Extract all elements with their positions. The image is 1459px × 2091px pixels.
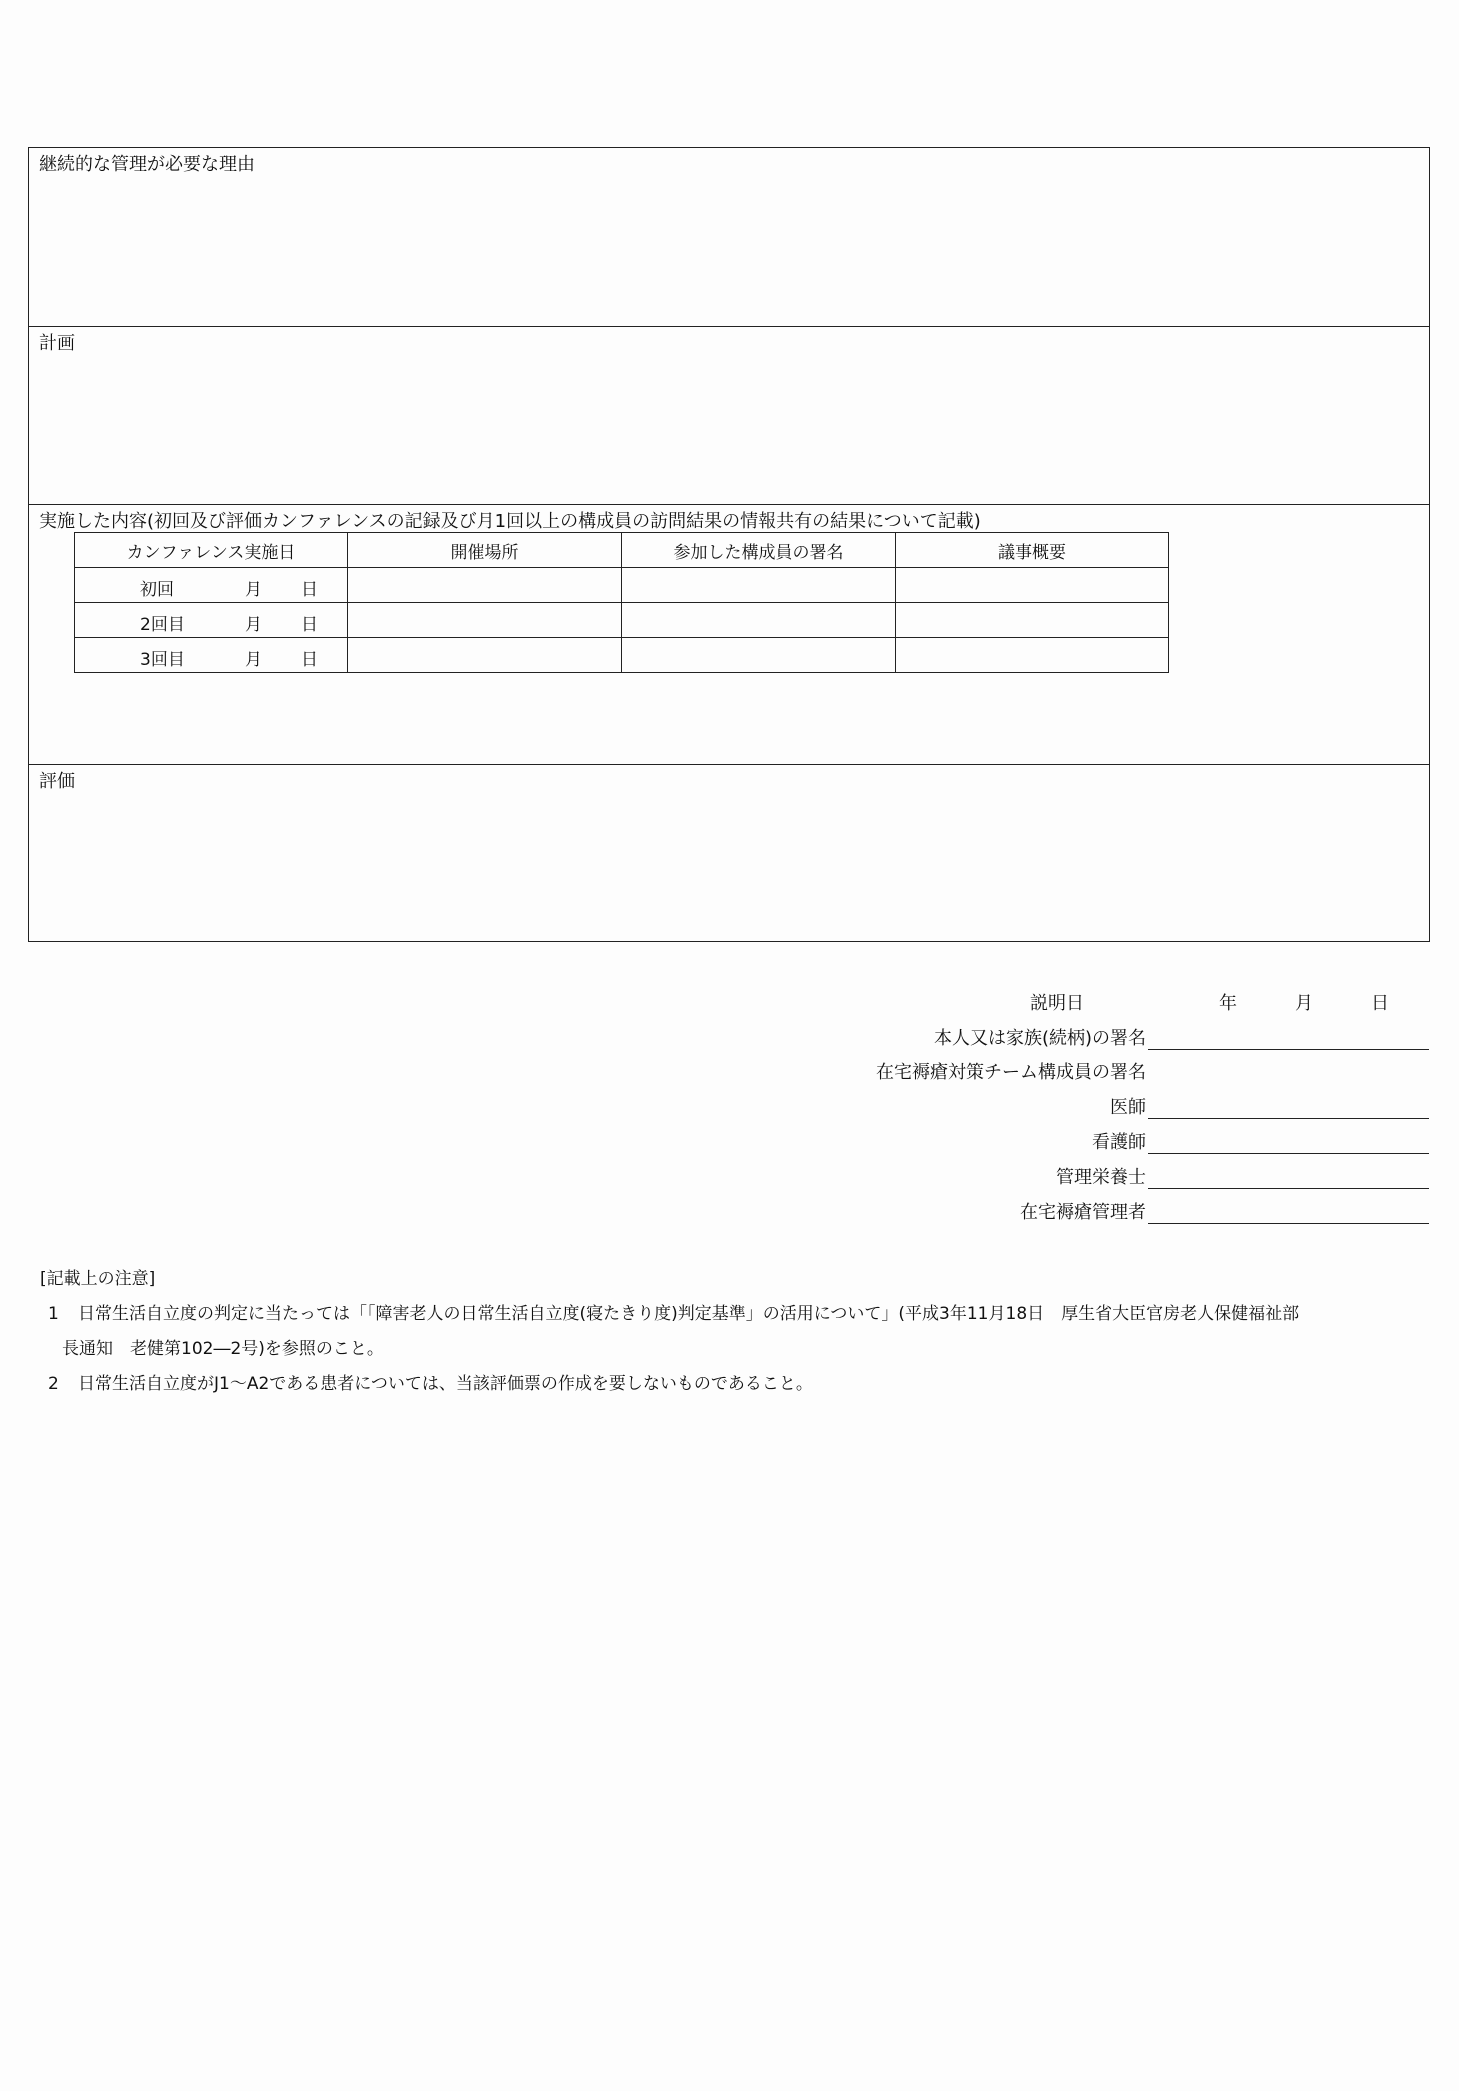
table-row — [75, 603, 1169, 638]
conference-header-row — [75, 533, 1169, 568]
signature-cell[interactable] — [622, 638, 896, 673]
dietitian-signature-row — [829, 1154, 1429, 1189]
reason-label: 継続的な管理が必要な理由 — [39, 154, 255, 175]
evaluation-section[interactable] — [29, 765, 1429, 943]
note-text: 日常生活自立度の判定に当たっては「「障害老人の日常生活自立度(寝たきり度)判定基準」の活用について」(平成3年11月18日 厚生省大臣官房老人保健福祉部 — [78, 1304, 1300, 1324]
signature-cell[interactable] — [622, 603, 896, 638]
header-attendee-signature: 参加した構成員の署名 — [622, 533, 896, 568]
manager-signature-row — [829, 1189, 1429, 1224]
team-header-label: 在宅褥瘡対策チーム構成員の署名 — [876, 1062, 1146, 1084]
table-row — [75, 638, 1169, 673]
year-unit: 年 — [1219, 992, 1237, 1014]
note-item — [40, 1297, 1430, 1332]
team-signature-header — [829, 1050, 1429, 1085]
note-number: 1 — [48, 1304, 59, 1324]
patient-family-signature-row — [829, 1015, 1429, 1050]
dietitian-label: 管理栄養士 — [1056, 1166, 1146, 1188]
note-text: 日常生活自立度がJ1～A2である患者については、当該評価票の作成を要しないものであること。 — [78, 1374, 813, 1394]
notes-heading: [記載上の注意] — [40, 1269, 156, 1289]
nurse-signature-row — [829, 1119, 1429, 1154]
row-date-cell[interactable] — [75, 603, 348, 638]
patient-family-signature-line[interactable] — [1148, 1027, 1429, 1050]
header-summary: 議事概要 — [896, 533, 1169, 568]
doctor-signature-line[interactable] — [1148, 1096, 1429, 1119]
signature-block — [829, 980, 1429, 1224]
day-unit: 日 — [301, 615, 318, 635]
month-unit: 月 — [1295, 992, 1313, 1014]
row-label: 3回目 — [140, 650, 185, 670]
evaluation-form — [28, 147, 1430, 942]
explain-date-label: 説明日 — [1030, 992, 1084, 1014]
day-unit: 日 — [301, 580, 318, 600]
venue-cell[interactable] — [348, 603, 622, 638]
note-continuation: 長通知 老健第102―2号)を参照のこと。 — [62, 1339, 384, 1359]
table-row — [75, 568, 1169, 603]
venue-cell[interactable] — [348, 568, 622, 603]
dietitian-signature-line[interactable] — [1148, 1166, 1429, 1189]
month-unit: 月 — [245, 615, 262, 635]
conference-table — [74, 532, 1169, 673]
day-unit: 日 — [301, 650, 318, 670]
summary-cell[interactable] — [896, 638, 1169, 673]
header-date: カンファレンス実施日 — [75, 533, 348, 568]
content-section — [29, 505, 1429, 765]
content-label: 実施した内容(初回及び評価カンファレンスの記録及び月1回以上の構成員の訪問結果の情報共有の結果について記載) — [39, 511, 981, 532]
day-unit: 日 — [1371, 992, 1389, 1014]
reason-section[interactable] — [29, 148, 1429, 327]
explain-date-row[interactable] — [829, 980, 1429, 1015]
summary-cell[interactable] — [896, 568, 1169, 603]
manager-signature-line[interactable] — [1148, 1201, 1429, 1224]
doctor-label: 医師 — [1110, 1097, 1146, 1119]
month-unit: 月 — [245, 650, 262, 670]
plan-section[interactable] — [29, 327, 1429, 505]
signature-cell[interactable] — [622, 568, 896, 603]
venue-cell[interactable] — [348, 638, 622, 673]
nurse-label: 看護師 — [1092, 1131, 1146, 1153]
manager-label: 在宅褥瘡管理者 — [1020, 1201, 1146, 1223]
summary-cell[interactable] — [896, 603, 1169, 638]
patient-family-label: 本人又は家族(続柄)の署名 — [933, 1027, 1146, 1049]
header-venue: 開催場所 — [348, 533, 622, 568]
note-number: 2 — [48, 1374, 59, 1394]
row-date-cell[interactable] — [75, 568, 348, 603]
doctor-signature-row — [829, 1084, 1429, 1119]
plan-label: 計画 — [39, 333, 75, 354]
evaluation-label: 評価 — [39, 771, 75, 792]
nurse-signature-line[interactable] — [1148, 1131, 1429, 1154]
notes-section — [40, 1262, 1430, 1402]
row-date-cell[interactable] — [75, 638, 348, 673]
month-unit: 月 — [245, 580, 262, 600]
row-label: 2回目 — [140, 615, 185, 635]
note-item — [40, 1367, 1430, 1402]
row-label: 初回 — [140, 580, 174, 600]
